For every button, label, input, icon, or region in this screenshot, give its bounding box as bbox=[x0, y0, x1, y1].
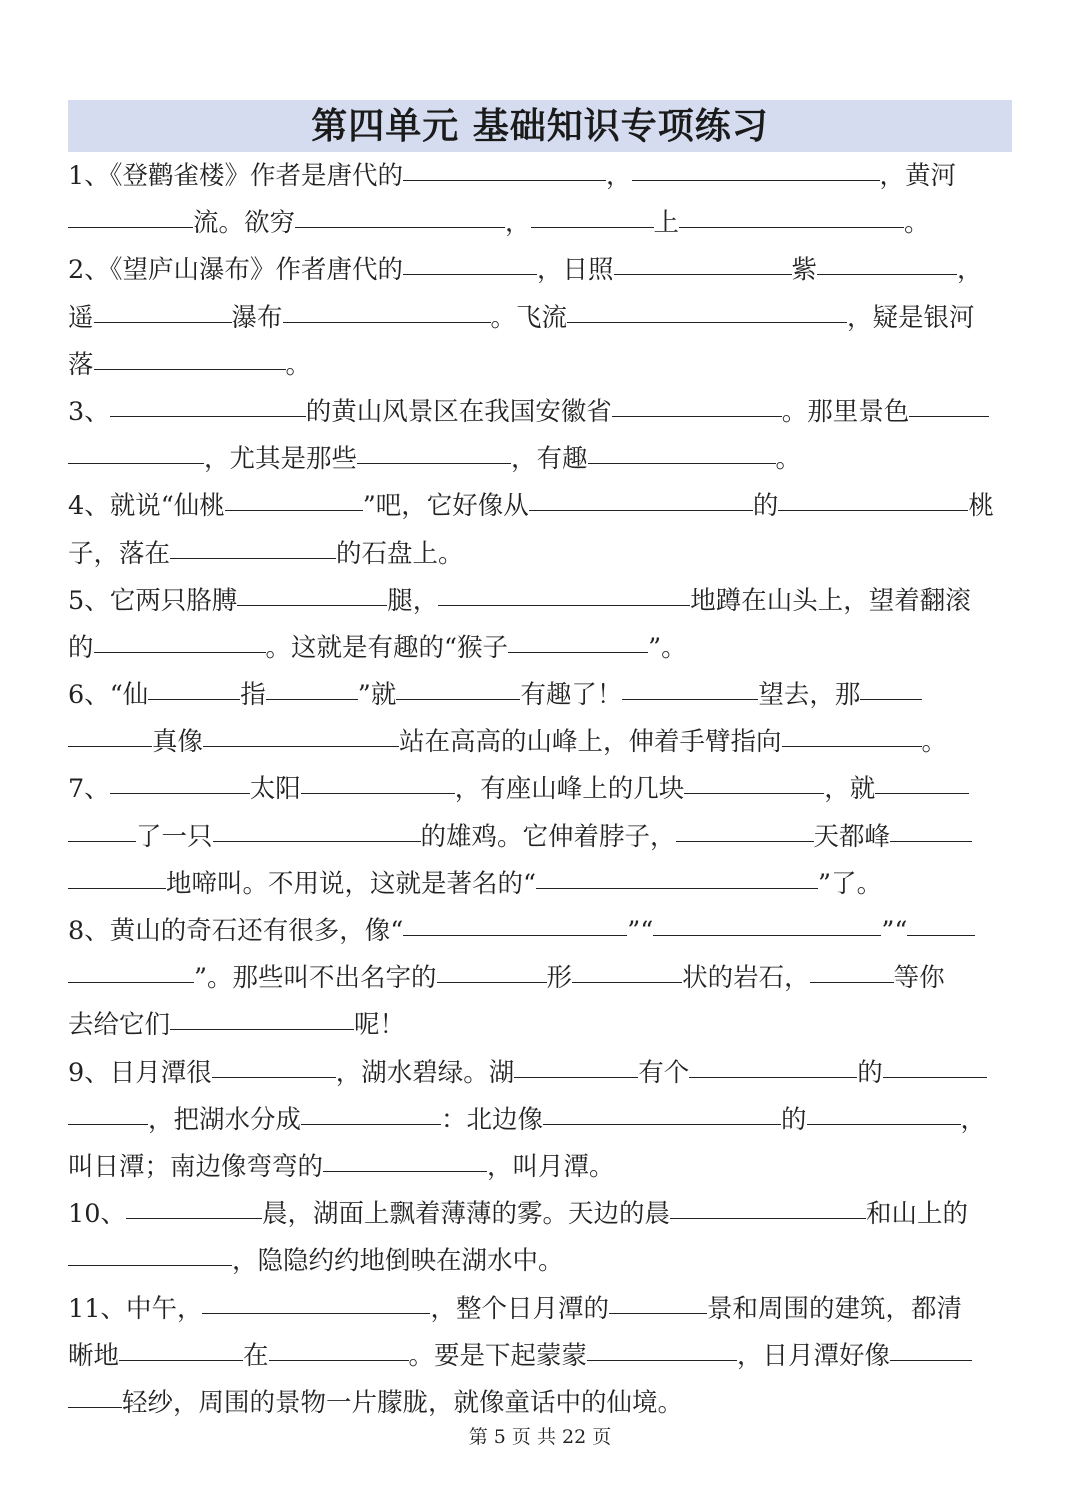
fill-in-blank[interactable] bbox=[403, 248, 537, 275]
question-text: ”了。 bbox=[818, 868, 883, 899]
question-text: 。 bbox=[921, 727, 948, 758]
fill-in-blank[interactable] bbox=[68, 720, 152, 747]
question-text: 的 bbox=[68, 632, 94, 663]
question-text: 5、它两只胳膊 bbox=[68, 585, 238, 616]
question-text: 子，落在 bbox=[68, 538, 171, 569]
fill-in-blank[interactable] bbox=[807, 1098, 961, 1125]
question-text: 的雄鸡。它伸着脖子， bbox=[420, 821, 676, 852]
fill-in-blank[interactable] bbox=[301, 767, 455, 794]
fill-in-blank[interactable] bbox=[126, 1192, 262, 1219]
question-text: ，整个日月潭的 bbox=[430, 1293, 609, 1324]
worksheet-line bbox=[68, 1050, 1012, 1097]
question-text: ， bbox=[960, 1104, 987, 1135]
question-text: ，隐隐约约地倒映在湖水中。 bbox=[232, 1246, 564, 1277]
question-text: 轻纱，周围的景物一片朦胧，就像童话中的仙境。 bbox=[122, 1387, 684, 1418]
worksheet-line bbox=[68, 1144, 1012, 1191]
question-text: ， bbox=[957, 255, 983, 286]
question-text: 紫 bbox=[791, 255, 818, 286]
worksheet-line bbox=[68, 342, 1012, 389]
worksheet-line bbox=[68, 1380, 1012, 1427]
question-text: 。 bbox=[285, 349, 312, 380]
question-text: ”“ bbox=[627, 916, 654, 946]
fill-in-blank[interactable] bbox=[514, 1051, 638, 1078]
fill-in-blank[interactable] bbox=[68, 437, 204, 464]
fill-in-blank[interactable] bbox=[622, 673, 758, 700]
fill-in-blank[interactable] bbox=[609, 1287, 707, 1314]
fill-in-blank[interactable] bbox=[323, 1145, 487, 1172]
question-text: ，疑是银河 bbox=[847, 302, 975, 333]
question-text: 1、《登鹳雀楼》作者是唐代的 bbox=[68, 161, 403, 191]
question-text: 4、就说“仙桃 bbox=[68, 491, 225, 522]
fill-in-blank[interactable] bbox=[587, 1334, 737, 1361]
question-text: 6、“仙 bbox=[68, 680, 149, 711]
fill-in-blank[interactable] bbox=[68, 1239, 232, 1266]
fill-in-blank[interactable] bbox=[907, 909, 975, 936]
page-footer: 第 5 页 共 22 页 bbox=[468, 1426, 612, 1448]
question-text: ， bbox=[605, 161, 632, 191]
fill-in-blank[interactable] bbox=[68, 201, 193, 228]
fill-in-blank[interactable] bbox=[237, 579, 387, 606]
worksheet-line bbox=[68, 955, 1012, 1002]
question-text: 桃 bbox=[968, 491, 994, 522]
question-text: 等你 bbox=[893, 963, 945, 994]
worksheet-line bbox=[68, 531, 1012, 578]
fill-in-blank[interactable] bbox=[543, 1098, 781, 1125]
fill-in-blank[interactable] bbox=[403, 909, 627, 936]
fill-in-blank[interactable] bbox=[676, 815, 814, 842]
question-text: 腿， bbox=[387, 585, 439, 616]
question-text: 去给它们 bbox=[68, 1010, 171, 1041]
question-text: ，日照 bbox=[536, 255, 614, 286]
worksheet-line bbox=[68, 247, 1012, 294]
worksheet-line bbox=[68, 295, 1012, 342]
fill-in-blank[interactable] bbox=[283, 296, 491, 323]
worksheet-line bbox=[68, 766, 1012, 813]
fill-in-blank[interactable] bbox=[782, 720, 922, 747]
question-text: 上 bbox=[653, 208, 680, 239]
question-text: ，尤其是那些 bbox=[204, 444, 358, 475]
question-text: ， bbox=[505, 208, 531, 239]
question-text: 真像 bbox=[152, 727, 204, 758]
question-text: ”。那些叫不出名字的 bbox=[194, 963, 437, 994]
fill-in-blank[interactable] bbox=[778, 484, 968, 511]
fill-in-blank[interactable] bbox=[148, 673, 240, 700]
question-text: 了一只 bbox=[136, 821, 213, 852]
question-text: 。那里景色 bbox=[781, 396, 910, 427]
question-text: 晰地 bbox=[68, 1340, 120, 1371]
question-text: ”吧，它好像从 bbox=[362, 491, 529, 522]
fill-in-blank[interactable] bbox=[202, 1287, 430, 1314]
question-text: 的 bbox=[781, 1104, 807, 1135]
question-text: 站在高高的山峰上，伸着手臂指向 bbox=[399, 727, 782, 758]
question-text: 景和周围的建筑，都清 bbox=[706, 1293, 962, 1324]
question-text: ，湖水碧绿。湖 bbox=[335, 1057, 515, 1088]
worksheet-line bbox=[68, 719, 1012, 766]
worksheet-line bbox=[68, 908, 1012, 955]
fill-in-blank[interactable] bbox=[437, 956, 547, 983]
fill-in-blank[interactable] bbox=[508, 626, 648, 653]
fill-in-blank[interactable] bbox=[396, 673, 520, 700]
fill-in-blank[interactable] bbox=[614, 248, 792, 275]
worksheet-line bbox=[68, 483, 1012, 530]
worksheet-line bbox=[68, 578, 1012, 625]
worksheet-line bbox=[68, 1002, 1012, 1049]
question-text: 的黄山风景区在我国安徽省 bbox=[305, 396, 612, 427]
fill-in-blank[interactable] bbox=[875, 767, 969, 794]
fill-in-blank[interactable] bbox=[357, 437, 511, 464]
worksheet-line bbox=[68, 436, 1012, 483]
fill-in-blank[interactable] bbox=[295, 201, 505, 228]
fill-in-blank[interactable] bbox=[689, 1051, 857, 1078]
worksheet-line bbox=[68, 1238, 1012, 1285]
fill-in-blank[interactable] bbox=[203, 720, 399, 747]
worksheet-line bbox=[68, 1286, 1012, 1333]
fill-in-blank[interactable] bbox=[572, 956, 682, 983]
question-text: 天都峰 bbox=[813, 821, 891, 852]
fill-in-blank[interactable] bbox=[612, 390, 782, 417]
fill-in-blank[interactable] bbox=[68, 956, 194, 983]
fill-in-blank[interactable] bbox=[632, 154, 880, 181]
question-text: 的 bbox=[857, 1057, 883, 1088]
fill-in-blank[interactable] bbox=[94, 343, 286, 370]
question-text: ，叫月潭。 bbox=[487, 1151, 615, 1182]
question-text: 落 bbox=[68, 349, 94, 380]
fill-in-blank[interactable] bbox=[269, 1334, 409, 1361]
fill-in-blank[interactable] bbox=[810, 956, 894, 983]
question-text: 晨，湖面上飘着薄薄的雾。天边的晨 bbox=[261, 1199, 670, 1230]
question-text: ：北边像 bbox=[441, 1104, 544, 1135]
fill-in-blank[interactable] bbox=[909, 390, 989, 417]
question-text: 在 bbox=[243, 1340, 269, 1371]
question-text: 遥 bbox=[68, 302, 94, 333]
fill-in-blank[interactable] bbox=[536, 862, 818, 889]
question-text: ，有座山峰上的几块 bbox=[454, 774, 685, 805]
title-banner bbox=[68, 100, 1012, 152]
question-text: 有个 bbox=[638, 1057, 690, 1088]
worksheet-line bbox=[68, 153, 1012, 200]
question-text: 流。欲穷 bbox=[193, 208, 296, 239]
fill-in-blank[interactable] bbox=[529, 484, 753, 511]
worksheet-line bbox=[68, 672, 1012, 719]
fill-in-blank[interactable] bbox=[817, 248, 957, 275]
fill-in-blank[interactable] bbox=[170, 532, 336, 559]
question-text: 2、《望庐山瀑布》作者唐代的 bbox=[68, 255, 403, 286]
question-text: ，就 bbox=[824, 774, 876, 805]
question-text: 3、 bbox=[68, 396, 110, 427]
fill-in-blank[interactable] bbox=[403, 154, 606, 181]
question-text: 地啼叫。不用说，这就是著名的“ bbox=[166, 868, 537, 899]
fill-in-blank[interactable] bbox=[212, 1051, 336, 1078]
fill-in-blank[interactable] bbox=[679, 201, 904, 228]
fill-in-blank[interactable] bbox=[301, 1098, 441, 1125]
question-text: 的 bbox=[752, 491, 779, 522]
fill-in-blank[interactable] bbox=[588, 437, 776, 464]
fill-in-blank[interactable] bbox=[567, 296, 847, 323]
fill-in-blank[interactable] bbox=[119, 1334, 243, 1361]
question-text: 7、 bbox=[68, 774, 110, 805]
question-text: 叫日潭；南边像弯弯的 bbox=[68, 1151, 324, 1182]
exercise-body bbox=[68, 153, 1012, 1427]
fill-in-blank[interactable] bbox=[531, 201, 654, 228]
fill-in-blank[interactable] bbox=[266, 673, 358, 700]
fill-in-blank[interactable] bbox=[170, 1003, 354, 1030]
question-text: ”“ bbox=[881, 916, 908, 946]
question-text: ，日月潭好像 bbox=[737, 1340, 891, 1371]
fill-in-blank[interactable] bbox=[890, 1334, 972, 1361]
fill-in-blank[interactable] bbox=[653, 909, 881, 936]
question-text: ”。 bbox=[648, 632, 687, 663]
worksheet-line bbox=[68, 1191, 1012, 1238]
worksheet-line bbox=[68, 389, 1012, 436]
question-text: 望去，那 bbox=[758, 680, 861, 711]
question-text: 有趣了！ bbox=[520, 680, 623, 711]
question-text: ，有趣 bbox=[511, 444, 588, 475]
question-text: 状的岩石， bbox=[682, 963, 810, 994]
question-text: 。这就是有趣的“猴子 bbox=[265, 632, 509, 663]
fill-in-blank[interactable] bbox=[68, 815, 136, 842]
fill-in-blank[interactable] bbox=[110, 767, 250, 794]
fill-in-blank[interactable] bbox=[110, 390, 306, 417]
page-title: 第四单元 基础知识专项练习 bbox=[311, 105, 769, 147]
question-text: 和山上的 bbox=[865, 1199, 968, 1230]
question-text: 。 bbox=[775, 444, 802, 475]
fill-in-blank[interactable] bbox=[860, 673, 922, 700]
question-text: 9、日月潭很 bbox=[68, 1057, 212, 1088]
fill-in-blank[interactable] bbox=[225, 484, 363, 511]
fill-in-blank[interactable] bbox=[883, 1051, 987, 1078]
fill-in-blank[interactable] bbox=[68, 1098, 148, 1125]
worksheet-line bbox=[68, 1097, 1012, 1144]
question-text: 地蹲在山头上，望着翻滚 bbox=[690, 585, 971, 616]
worksheet-line bbox=[68, 814, 1012, 861]
fill-in-blank[interactable] bbox=[68, 862, 166, 889]
fill-in-blank[interactable] bbox=[213, 815, 421, 842]
worksheet-line bbox=[68, 625, 1012, 672]
fill-in-blank[interactable] bbox=[890, 815, 972, 842]
question-text: 。要是下起蒙蒙 bbox=[408, 1340, 588, 1371]
question-text: 呢！ bbox=[354, 1010, 406, 1041]
fill-in-blank[interactable] bbox=[684, 767, 824, 794]
question-text: ，黄河 bbox=[879, 161, 957, 191]
question-text: 。 bbox=[904, 208, 930, 239]
question-text: ，把湖水分成 bbox=[148, 1104, 302, 1135]
question-text: 10、 bbox=[68, 1199, 126, 1230]
question-text: 11、中午， bbox=[68, 1293, 203, 1324]
worksheet-line bbox=[68, 200, 1012, 247]
question-text: ”就 bbox=[357, 680, 397, 711]
question-text: 形 bbox=[546, 963, 573, 994]
fill-in-blank[interactable] bbox=[94, 296, 232, 323]
question-text: 的石盘上。 bbox=[336, 538, 464, 569]
question-text: 8、黄山的奇石还有很多，像“ bbox=[68, 916, 404, 946]
worksheet-line bbox=[68, 861, 1012, 908]
question-text: 指 bbox=[240, 680, 266, 711]
fill-in-blank[interactable] bbox=[94, 626, 266, 653]
question-text: 。飞流 bbox=[490, 302, 568, 333]
question-text: 太阳 bbox=[249, 774, 301, 805]
fill-in-blank[interactable] bbox=[68, 1381, 122, 1408]
fill-in-blank[interactable] bbox=[438, 579, 690, 606]
question-text: 瀑布 bbox=[231, 302, 283, 333]
worksheet-line bbox=[68, 1333, 1012, 1380]
fill-in-blank[interactable] bbox=[670, 1192, 866, 1219]
